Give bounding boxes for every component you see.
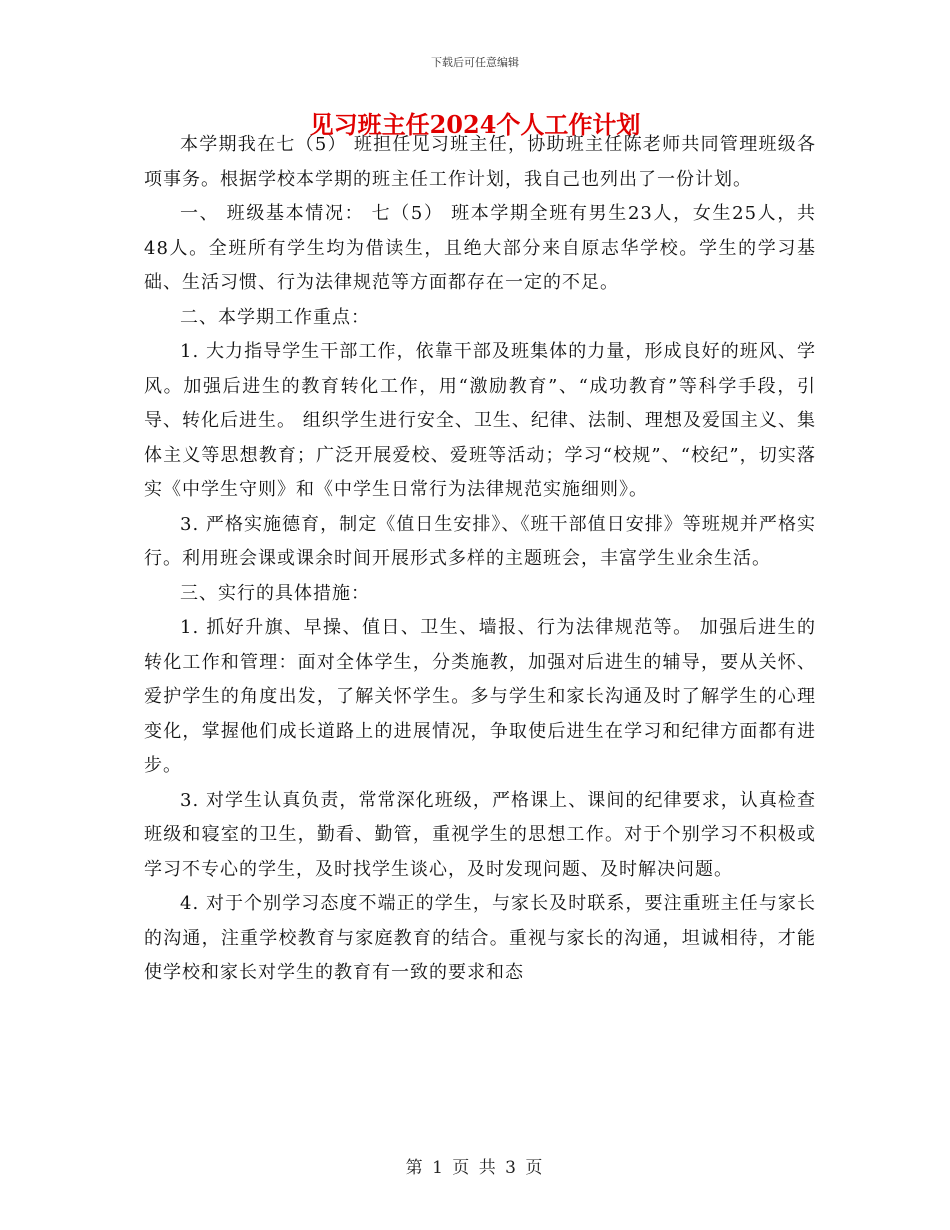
paragraph: 1. 大力指导学生干部工作，依靠干部及班集体的力量，形成良好的班风、学风。加强后进生的教育转化工作，用“激励教育”、“成功教育”等科学手段，引导、转化后进生。 组织学生进行安全、卫生、纪律、法制、理想及爱国主义、集体主义等思想教育；广泛开展爱校、爱班等活动；学习“校规”、“校纪”，切实落实《中学生守则》和《中学生日常行为法律规范实施细则》。: [144, 341, 816, 500]
section-heading: 三、实行的具体措施：: [180, 582, 370, 604]
document-title: 见习班主任2024个人工作计划: [309, 110, 641, 139]
document-body: [144, 128, 816, 991]
paragraph: 1. 抓好升旗、早操、值日、卫生、墙报、行为法律规范等。 加强后进生的转化工作和管理：面对全体学生，分类施教，加强对后进生的辅导，要从关怀、爱护学生的角度出发，了解关怀学生。多与学生和家长沟通及时了解学生的心理变化，掌握他们成长道路上的进展情况，争取使后进生在学习和纪律方面都有进步。: [144, 617, 816, 776]
paragraph: 本学期我在七（5） 班担任见习班主任，协助班主任陈老师共同管理班级各项事务。根据学校本学期的班主任工作计划，我自己也列出了一份计划。: [144, 134, 816, 190]
header-note: 下载后可任意编辑: [431, 56, 519, 69]
paragraph: 一、 班级基本情况： 七（5） 班本学期全班有男生23人，女生25人，共48人。全班所有学生均为借读生，且绝大部分来自原志华学校。学生的学习基础、生活习惯、行为法律规范等方面都存在一定的不足。: [144, 203, 816, 293]
paragraph: 3. 对学生认真负责，常常深化班级，严格课上、课间的纪律要求，认真检查班级和寝室的卫生，勤看、勤管，重视学生的思想工作。对于个别学习不积极或学习不专心的学生，及时找学生谈心，及时发现问题、及时解决问题。: [144, 789, 816, 880]
paragraph: 4. 对于个别学习态度不端正的学生，与家长及时联系，要注重班主任与家长的沟通，注重学校教育与家庭教育的结合。重视与家长的沟通，坦诚相待，才能使学校和家长对学生的教育有一致的要求和态: [144, 893, 816, 983]
section-heading: 二、本学期工作重点：: [180, 306, 370, 328]
paragraph: 3. 严格实施德育，制定《值日生安排》、《班干部值日安排》等班规并严格实行。利用班会课或课余时间开展形式多样的主题班会，丰富学生业余生活。: [144, 513, 816, 569]
page-footer: 第 1 页 共 3 页: [405, 1158, 545, 1178]
